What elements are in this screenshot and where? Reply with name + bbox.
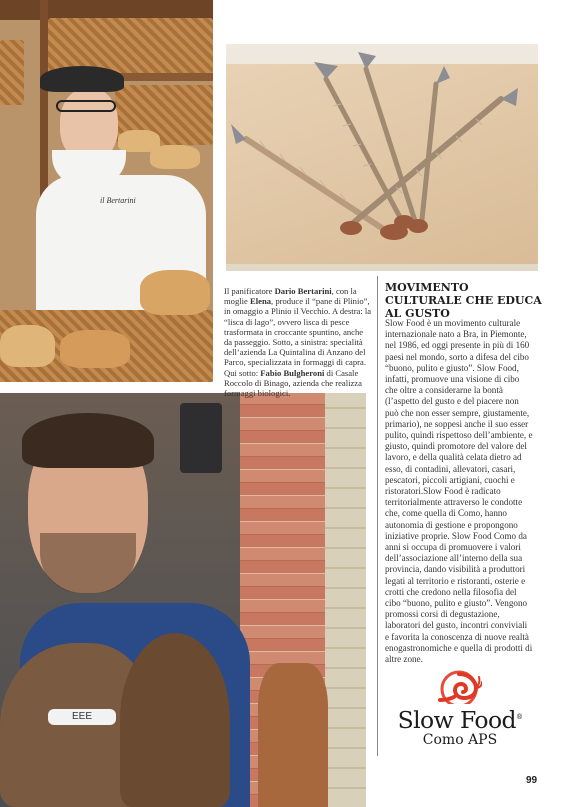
apron-logo: il Bertarini [100, 196, 136, 205]
logo-subtitle: Como APS [422, 732, 498, 748]
snail-icon [436, 670, 482, 704]
column-divider [377, 276, 378, 756]
registered-mark: ® [515, 713, 523, 722]
fish-bones-drawing [226, 44, 538, 271]
goat-collar-tag: EEE [48, 709, 116, 725]
slow-food-logo [385, 662, 535, 750]
article-title: MOVIMENTO CULTURALE CHE EDUCA AL GUSTO [385, 281, 542, 321]
wall-lantern [180, 403, 222, 473]
photo-caption [224, 286, 372, 398]
caption-wife-name: Elena [250, 296, 272, 307]
caption-farmer-name: Fabio Bulgheroni [260, 367, 325, 378]
caption-text: Il panificatore [224, 286, 275, 296]
caption-text: di Casale Roccolo di Binago, azienda che realizza formaggi biologici. [224, 367, 362, 399]
logo-wordmark [385, 706, 535, 734]
wooden-sculpture [258, 663, 328, 807]
page-number: 99 [526, 775, 538, 786]
caption-text: , con la moglie [224, 286, 357, 307]
logo-name-text: Slow Food [397, 706, 516, 734]
baker-photo [0, 0, 213, 382]
caption-baker-name: Dario Bertarini [274, 286, 332, 296]
article-body: Slow Food è un movimento culturale internazionale nato a Bra, in Piemonte, nel 1986, ed oggi presente in più di 160 paesi nel mondo, sorto a difesa del cibo “buono, pulito e giusto”. Slow Food, infatti, promuove una visione di cibo che oltre a considerarne la bontà (l’aspetto del gusto e del piacere non può che non esser sempre, giustamente, primario), ne soppesi anche il suo esser pulito, quindi rispettoso dell’ambiente, e giusto, quindi promotore del valore del lavoro, e della qualità celata dietro ad esso, di contadini, allevatori, casari, pescatori, piccoli artigiani, cuochi e ristoratori.Slow Food è radicato territorialmente attraverso le condotte che, come quella di Como, hanno autonomia di gestione e propongono iniziative proprie. Slow Food Como da anni si occupa di promuovere i valori dell’associazione all’interno della sua provincia, dando visibilità a produttori legati al territorio e ristoranti, osterie e crotti che credono nella filosofia del cibo “buono, pulito e giusto”. Vengono promossi corsi di degustazione, laboratori del gusto, incontri conviviali e favorita la conoscenza di nuove realtà enogastronomiche e quella di prodotti di altre zone. [385, 318, 533, 665]
goat-right [120, 633, 230, 807]
caption-text: , produce il “pane di Plinio”, in omaggio a Plinio il Vecchio. A destra: la “lisca di lago”, ovvero lisca di pesce trasformata in croccante spuntino, anche da passeggio. Sotto, a sinistra: specialità dell’azienda La Quintalina di Anzano del Parco, specializzata in formaggi di capra. Qui sotto: [224, 296, 372, 378]
farmer-with-goats-photo [0, 393, 366, 807]
lake-fish-bones-photo [226, 44, 538, 271]
